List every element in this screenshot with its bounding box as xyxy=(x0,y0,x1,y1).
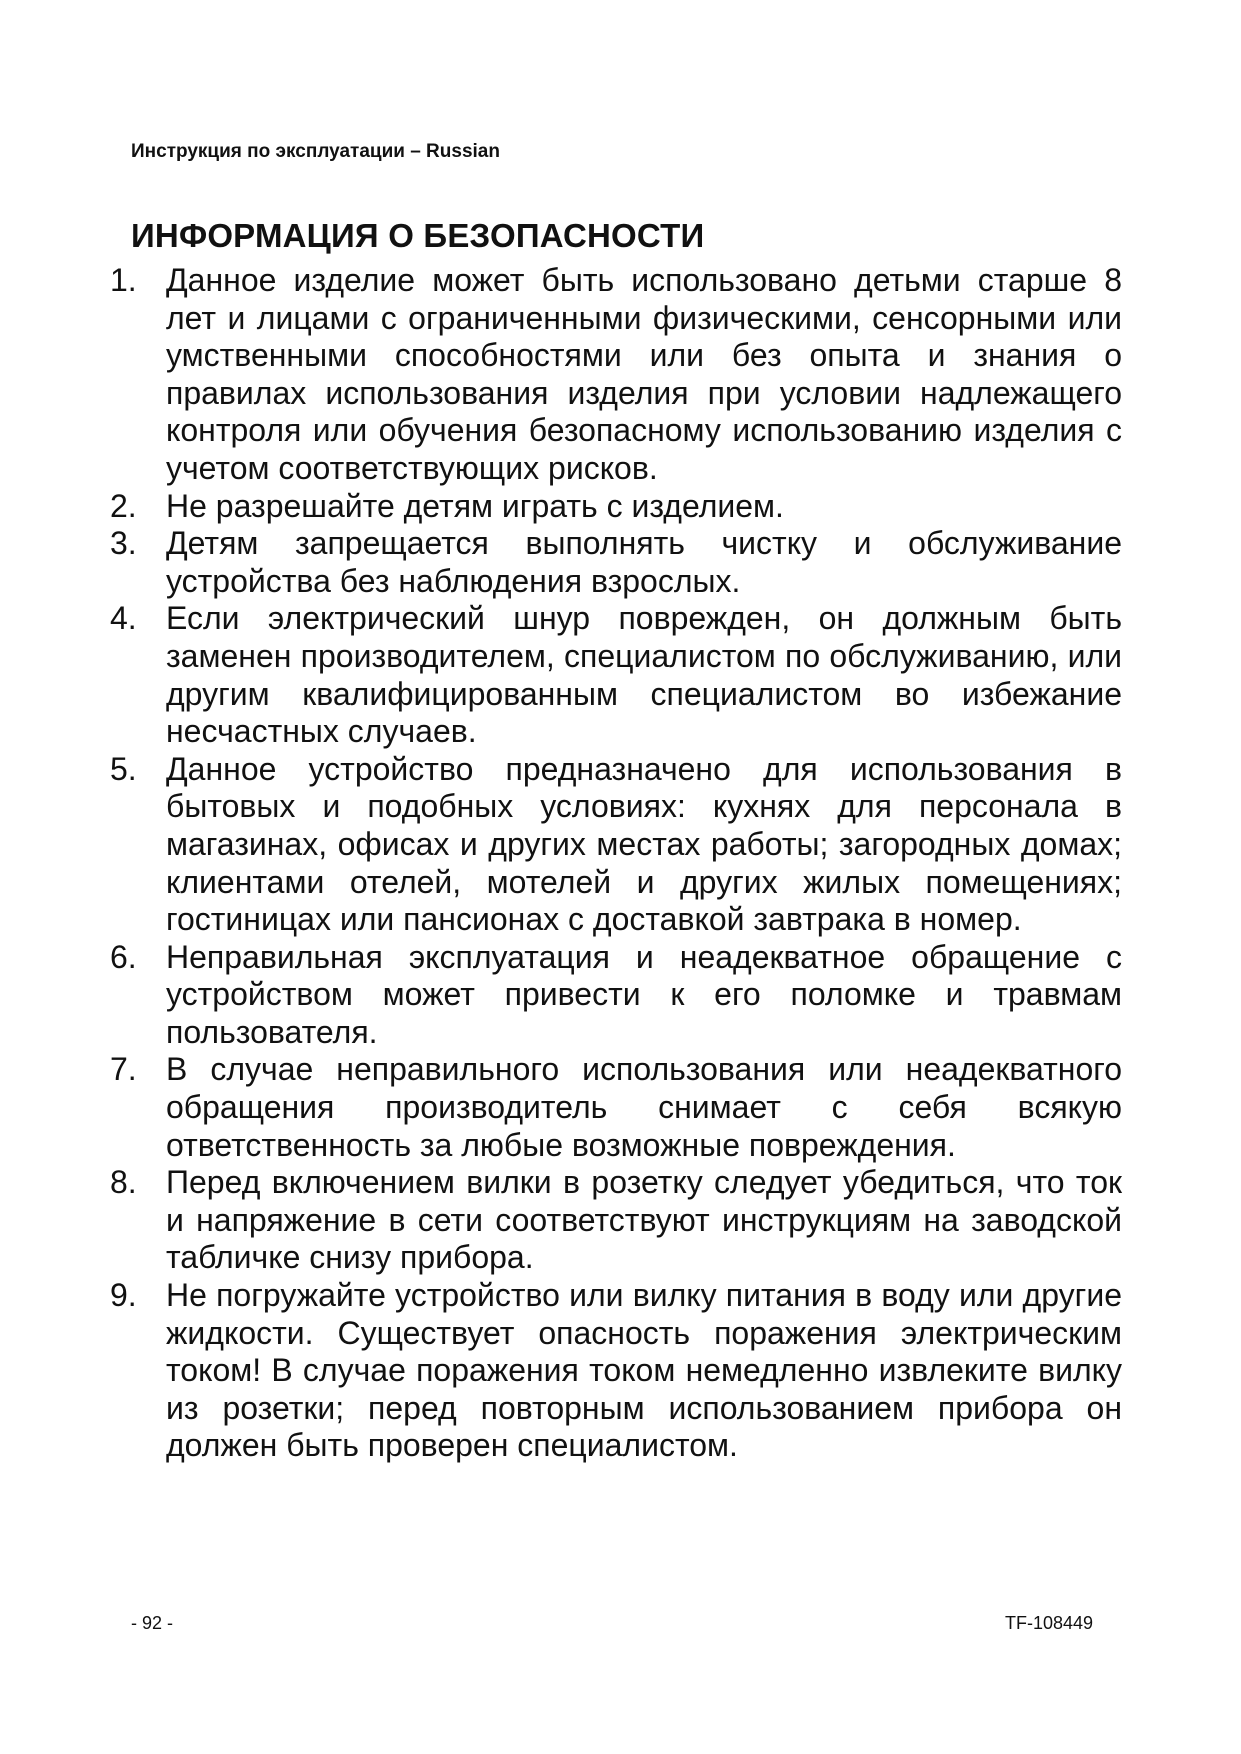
item-text: В случае неправильного использования или неадекватного обращения производитель снимает с себя всякую ответственность за любые возможные повреждения. xyxy=(166,1051,1122,1163)
list-item xyxy=(110,1164,1122,1277)
list-item xyxy=(110,939,1122,1052)
safety-list xyxy=(110,262,1122,1465)
list-item xyxy=(110,525,1122,600)
item-text: Данное устройство предназначено для использования в бытовых и подобных условиях: кухнях для персонала в магазинах, офисах и других местах работы; загородных домах; клиентами отелей, мотелей и других жилых помещениях; гостиницах или пансионах с доставкой завтрака в номер. xyxy=(166,750,1122,938)
item-number: 6. xyxy=(110,938,137,975)
item-number: 4. xyxy=(110,600,137,637)
list-item xyxy=(110,1277,1122,1465)
item-text: Данное изделие может быть использовано детьми старше 8 лет и лицами с ограниченными физическими, сенсорными или умственными способностями или без опыта и знания о правилах использования изделия при условии надлежащего контроля или обучения безопасному использованию изделия с учетом соответствующих рисков. xyxy=(166,262,1122,486)
item-text: Не разрешайте детям играть с изделием. xyxy=(166,487,784,524)
model-number: TF-108449 xyxy=(1005,1613,1094,1633)
item-number: 8. xyxy=(110,1164,137,1201)
item-text: Неправильная эксплуатация и неадекватное обращение с устройством может привести к его поломке и травмам пользователя. xyxy=(166,938,1122,1050)
manual-header: Инструкция по эксплуатации – Russian xyxy=(131,141,500,162)
item-text: Если электрический шнур поврежден, он должным быть заменен производителем, специалистом по обслуживанию, или другим квалифицированным специалистом во избежание несчастных случаев. xyxy=(166,600,1122,750)
item-number: 1. xyxy=(110,262,137,298)
item-text: Перед включением вилки в розетку следует убедиться, что ток и напряжение в сети соответствуют инструкциям на заводской табличке снизу прибора. xyxy=(166,1164,1122,1276)
list-item xyxy=(110,600,1122,750)
item-number: 5. xyxy=(110,750,137,787)
list-item xyxy=(110,488,1122,526)
list-item xyxy=(110,262,1122,488)
item-text: Детям запрещается выполнять чистку и обслуживание устройства без наблюдения взрослых. xyxy=(166,525,1122,599)
item-number: 7. xyxy=(110,1051,137,1088)
section-title: ИНФОРМАЦИЯ О БЕЗОПАСНОСТИ xyxy=(131,217,705,254)
item-number: 9. xyxy=(110,1277,137,1314)
item-number: 2. xyxy=(110,487,137,524)
item-text: Не погружайте устройство или вилку питания в воду или другие жидкости. Существует опасность поражения электрическим током! В случае поражения током немедленно извлеките вилку из розетки; перед повторным использованием прибора он должен быть проверен специалистом. xyxy=(166,1277,1122,1464)
page-number: - 92 - xyxy=(131,1613,174,1633)
item-number: 3. xyxy=(110,525,137,562)
list-item xyxy=(110,1051,1122,1164)
list-item xyxy=(110,751,1122,939)
